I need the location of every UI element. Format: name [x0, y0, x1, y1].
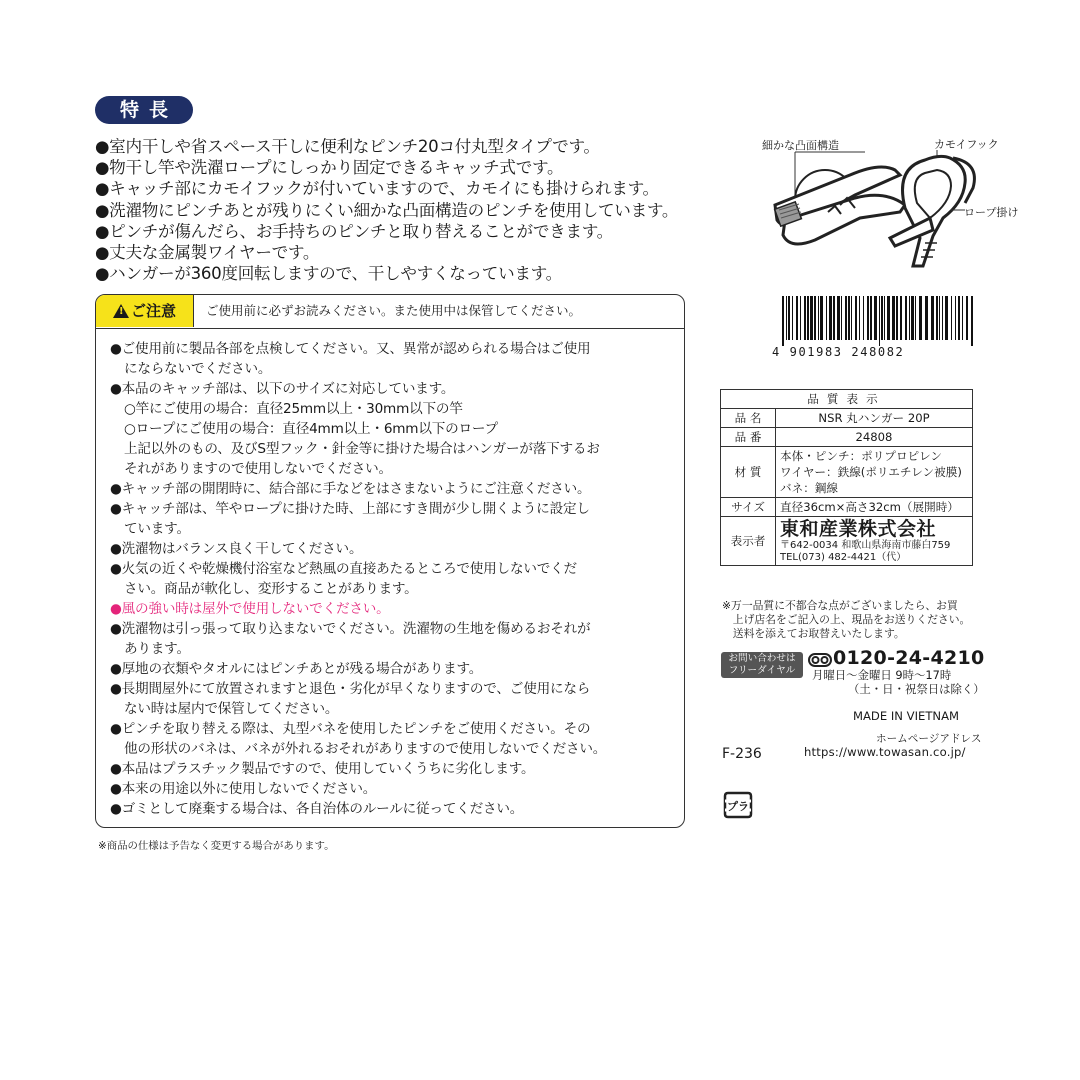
phone-number[interactable]: 0120-24-4210: [833, 647, 985, 669]
caution-item: ●ゴミとして廃棄する場合は、各自治体のルールに従ってください。: [110, 801, 524, 817]
caution-header: [96, 295, 684, 329]
caution-item: ○ロープにご使用の場合：直径4mm以上・6mm以下のロープ: [124, 421, 499, 437]
barcode-bar: [851, 296, 852, 340]
barcode-bar: [782, 296, 784, 346]
feature-item: ●丈夫な金属製ワイヤーです。: [95, 243, 320, 263]
caution-item: さい。商品が軟化し、変形することがあります。: [124, 581, 418, 597]
label-rope-hook: ロープ掛け: [964, 206, 1019, 219]
barcode-bar: [884, 296, 885, 340]
caution-item: ●本品はプラスチック製品ですので、使用していくうちに劣化します。: [110, 761, 535, 777]
caution-item: ●厚地の衣類やタオルにはピンチあとが残る場合があります。: [110, 661, 483, 677]
barcode-bar: [971, 296, 973, 346]
barcode-bar: [966, 296, 968, 340]
freedial-icon: [808, 653, 832, 667]
caution-item: ない時は屋内で保管してください。: [124, 701, 339, 717]
barcode-bar: [826, 296, 827, 340]
caution-item: ●キャッチ部の開閉時に、結合部に手などをはさまないようにご注意ください。: [110, 481, 591, 497]
footnote: ※商品の仕様は予告なく変更する場合があります。: [98, 840, 335, 852]
company-tel: TEL(073) 482-4421（代）: [780, 552, 907, 563]
caution-item: ●洗濯物は引っ張って取り込まないでください。洗濯物の生地を傷めるおそれが: [110, 621, 591, 637]
recycle-mark-text: プラ: [727, 800, 749, 813]
barcode-bar: [945, 296, 948, 340]
barcode-bar: [814, 296, 816, 340]
barcode-bar: [951, 296, 952, 340]
company-address: 〒642-0034 和歌山県海南市藤白759: [780, 540, 951, 551]
caution-item: ています。: [124, 521, 190, 537]
caution-box: [95, 294, 685, 828]
barcode-number: 4 901983 248082: [772, 345, 905, 359]
barcode-bar: [955, 296, 956, 340]
barcode-bar: [936, 296, 938, 340]
product-code-value: 24808: [776, 428, 973, 447]
material-value: 本体・ピンチ：ポリプロピレン ワイヤー：鉄線(ポリエチレン被膜) バネ：鋼線: [776, 447, 973, 498]
caution-item: 上記以外のもの、及びS型フック・針金等に掛けた場合はハンガーが落下するお: [124, 441, 600, 457]
barcode-bar: [931, 296, 934, 340]
caution-item: ●本品のキャッチ部は、以下のサイズに対応しています。: [110, 381, 455, 397]
barcode-bar: [859, 296, 860, 340]
caution-item: ●本来の用途以外に使用しないでください。: [110, 781, 377, 797]
barcode-bar: [807, 296, 809, 340]
maker-key: 表示者: [721, 517, 776, 566]
feature-item: ●物干し竿や洗濯ロープにしっかり固定できるキャッチ式です。: [95, 158, 564, 178]
barcode-bar: [810, 296, 813, 340]
barcode-bar: [942, 296, 943, 340]
features-title: 特長: [95, 96, 193, 124]
barcode-bar: [800, 296, 801, 340]
barcode-bar: [786, 296, 787, 340]
hook-illustration: [885, 148, 995, 270]
feature-item: ●ハンガーが360度回転しますので、干しやすくなっています。: [95, 264, 562, 284]
product-name-value: NSR 丸ハンガー 20P: [776, 409, 973, 428]
material-key: 材 質: [721, 447, 776, 498]
features-list: [95, 136, 765, 284]
maker-value: [776, 517, 973, 566]
feature-item: ●キャッチ部にカモイフックが付いていますので、カモイにも掛けられます。: [95, 179, 659, 199]
barcode-bar: [870, 296, 872, 340]
caution-header-text: ご使用前に必ずお読みください。また使用中は保管してください。: [206, 303, 582, 318]
barcode-bar: [848, 296, 850, 340]
barcode-bar: [845, 296, 847, 340]
barcode-bar: [796, 296, 798, 340]
business-hours: 月曜日～金曜日 9時～17時: [812, 668, 952, 682]
product-code-key: 品 番: [721, 428, 776, 447]
inquiry-badge: お問い合わせは フリーダイヤル: [721, 652, 803, 678]
feature-item: ●ピンチが傷んだら、お手持ちのピンチと取り替えることができます。: [95, 221, 613, 241]
caution-item: ●ピンチを取り替える際は、丸型バネを使用したピンチをご使用ください。その: [110, 721, 591, 737]
barcode-bar: [915, 296, 916, 340]
homepage-label: ホームページアドレス: [876, 733, 982, 745]
label-convex-structure: 細かな凸面構造: [762, 139, 839, 152]
barcode-bar: [855, 296, 857, 340]
barcode-bar: [962, 296, 963, 340]
product-code: F-236: [722, 746, 762, 762]
quality-table-title: 品質表示: [721, 390, 973, 409]
caution-label: !ご注意: [96, 295, 194, 327]
caution-item: ●ご使用前に製品各部を点検してください。又、異常が認められる場合はご使用: [110, 341, 591, 357]
caution-item: ●洗濯物はバランス良く干してください。: [110, 541, 363, 557]
barcode-bar: [841, 296, 842, 340]
barcode-bar: [788, 296, 790, 340]
barcode-bar: [900, 296, 902, 340]
caution-item: ●風の強い時は屋外で使用しないでください。: [110, 601, 390, 617]
barcode-bar: [911, 296, 914, 340]
barcode-bar: [939, 296, 940, 340]
caution-item: 他の形状のバネは、バネが外れるおそれがありますので使用しないでください。: [124, 741, 607, 757]
recycle-pla-icon: [722, 790, 754, 820]
warning-icon: [113, 304, 129, 318]
caution-item: ○竿にご使用の場合：直径25mm以上・30mm以下の竿: [124, 401, 463, 417]
caution-item: ●火気の近くや乾燥機付浴室など熱風の直接あたるところで使用しないでくだ: [110, 561, 577, 577]
barcode-bar: [909, 296, 910, 340]
caution-list: [110, 339, 678, 819]
caution-item: ●キャッチ部は、竿やロープに掛けた時、上部にすき間が少し開くように設定し: [110, 501, 590, 517]
caution-item: にならないでください。: [124, 361, 272, 377]
barcode-bar: [887, 296, 890, 340]
barcode-bar: [874, 296, 877, 340]
barcode-bar: [879, 296, 880, 346]
barcode-bar: [833, 296, 835, 340]
barcode-bar: [818, 296, 819, 340]
size-value: 直径36cm×高さ32cm（展開時）: [776, 498, 973, 517]
company-name: 東和産業株式会社: [780, 518, 937, 540]
barcode-bar: [892, 296, 895, 340]
barcode-bar: [905, 296, 907, 340]
product-name-key: 品 名: [721, 409, 776, 428]
barcode-bar: [829, 296, 832, 340]
caution-item: それがありますので使用しないでください。: [124, 461, 392, 477]
feature-item: ●室内干しや省スペース干しに便利なピンチ20コ付丸型タイプです。: [95, 137, 600, 156]
barcode-bar: [925, 296, 928, 340]
caution-item: あります。: [124, 641, 190, 657]
barcode: [780, 296, 975, 346]
barcode-bar: [896, 296, 898, 340]
barcode-bar: [792, 296, 793, 340]
homepage-url[interactable]: https://www.towasan.co.jp/: [804, 745, 966, 759]
label-kamoi-hook: カモイフック: [934, 138, 999, 151]
barcode-bar: [837, 296, 840, 340]
barcode-bar: [919, 296, 922, 340]
feature-item: ●洗濯物にピンチあとが残りにくい細かな凸面構造のピンチを使用しています。: [95, 200, 679, 220]
barcode-bar: [867, 296, 869, 340]
made-in: MADE IN VIETNAM: [853, 709, 960, 723]
caution-item: ●長期間屋外にて放置されますと退色・劣化が早くなりますので、ご使用になら: [110, 681, 591, 697]
size-key: サイズ: [721, 498, 776, 517]
exchange-notice: ※万一品質に不都合な点がございましたら、お買 上げ店名をご記入の上、現品をお送りください。 送料を添えてお取替えいたします。: [722, 599, 971, 640]
barcode-bar: [863, 296, 864, 340]
holiday-note: （土・日・祝祭日は除く）: [848, 682, 985, 696]
barcode-bar: [881, 296, 883, 340]
barcode-bar: [958, 296, 960, 340]
quality-table: [720, 389, 973, 566]
barcode-bar: [820, 296, 823, 340]
barcode-bar: [804, 296, 806, 340]
